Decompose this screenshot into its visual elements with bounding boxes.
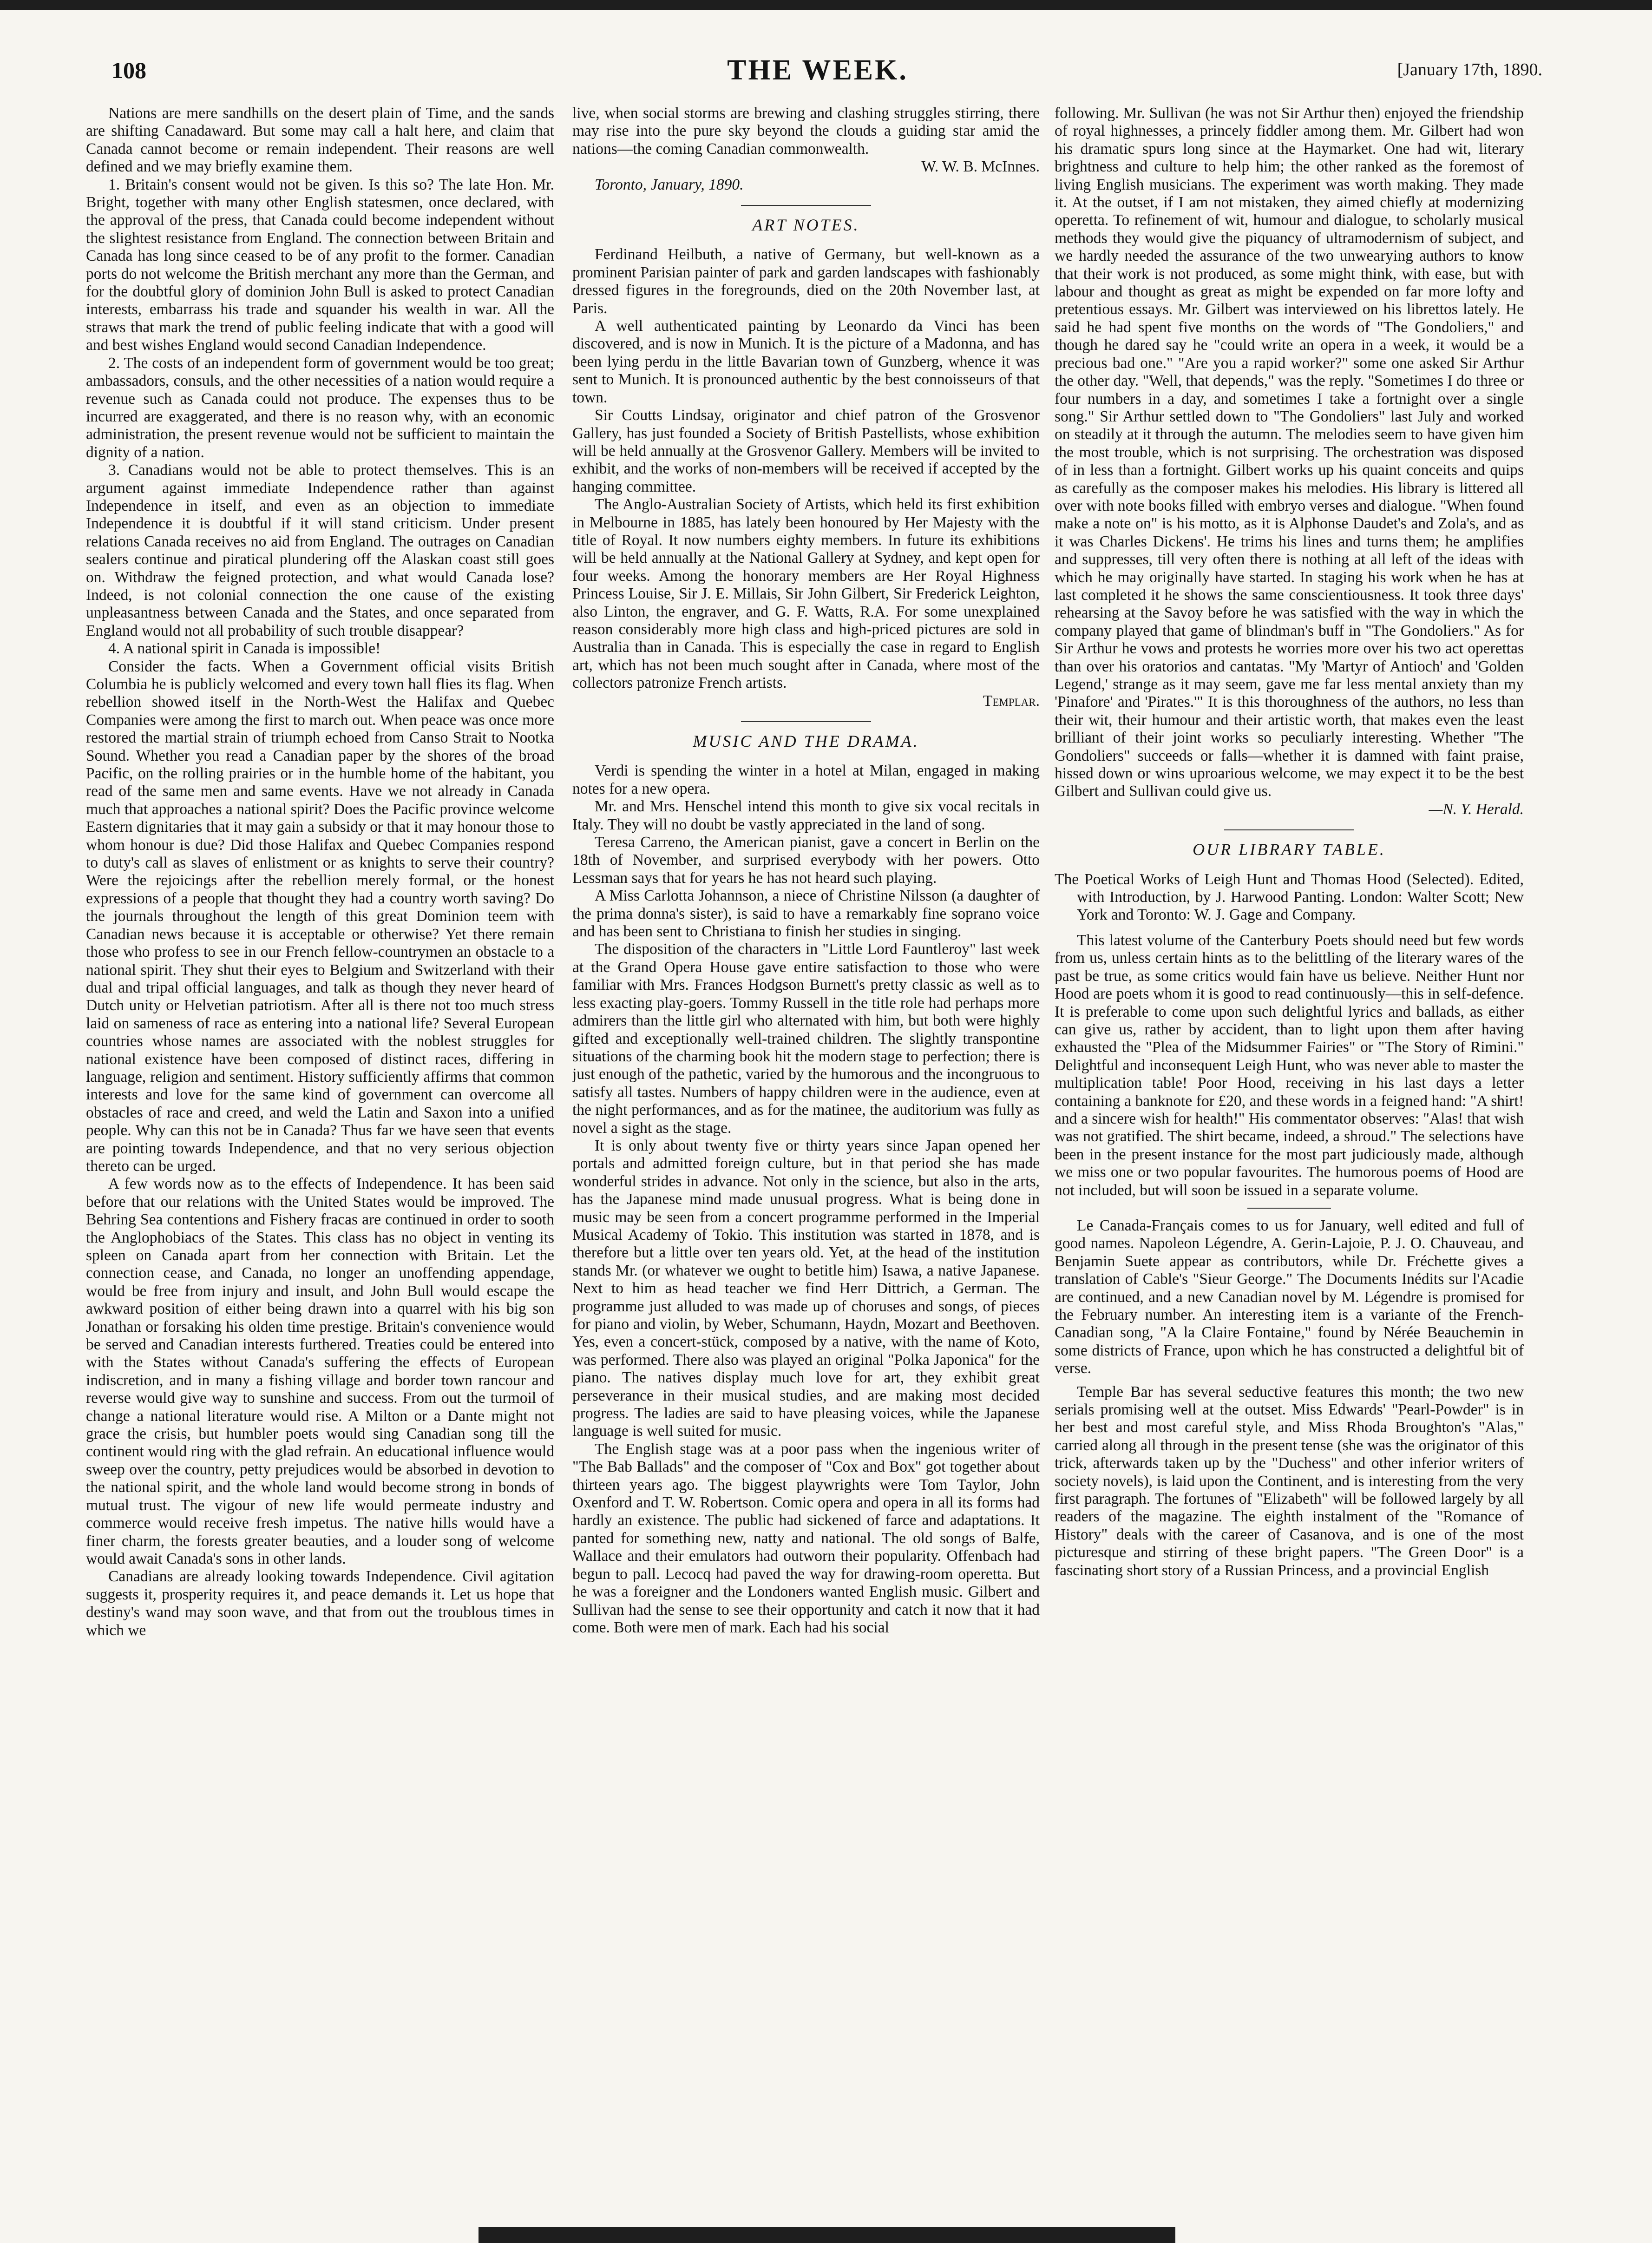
page-header [93, 52, 1542, 89]
music-note: The disposition of the characters in "Little Lord Fauntleroy" last week at the Grand Opera House gave entire satisfaction to those who were familiar with Mrs. Frances Hodgson Burnett's pretty classic as well as to less exacting play-goers. Tommy Russell in the title role had perhaps more admirers than the little girl who alternated with him, but both were highly gifted and exceptionally well-trained children. The slightly transpontine situations of the charming book hit the modern stage to perfection; there is just enough of the pathetic, varied by the humorous and the incongruous to satisfy all tastes. Numbers of happy children were in the audience, even at the night performances, and as for the matinee, the auditorium was fully as novel a sight as the stage. [572, 941, 1040, 1137]
bottom-scan-edge [479, 2227, 1175, 2243]
attribution: —N. Y. Herald. [1429, 800, 1524, 818]
book-entry: The Poetical Works of Leigh Hunt and Thomas Hood (Selected). Edited, with Introduction, by J. Harwood Panting. London: Walter Scott; New York and Toronto: W. J. Gage and Company. [1055, 870, 1524, 924]
author-signature: W. W. B. McInnes. [921, 158, 1040, 176]
art-note: The Anglo-Australian Society of Artists, which held its first exhibition in Melbourne in 1885, has lately been honoured by Her Majesty with the title of Royal. It now numbers eighty members. In future its exhibitions will be held annually at the National Gallery at Sydney, and kept open for four weeks. Among the honorary members are Her Royal Highness Princess Louise, Sir J. E. Millais, Sir John Gilbert, Sir Frederick Leighton, also Linton, the engraver, and G. F. Watts, R.A. For some unexplained reason considerably more high class and high-priced pictures are sold in Australia than in Canada. This is especially the case in regard to English art, which has not been much sought after in Canada, where most of the collectors patronize French artists. [572, 496, 1040, 692]
paragraph: 2. The costs of an independent form of government would be too great; ambassadors, consuls, and the other necessities of a nation would require a revenue such as Canada could not produce. The expenses thus to be incurred are exaggerated, and there is no reason why, with an economic administration, the present revenue would not be sufficient to maintain the dignity of a nation. [86, 354, 554, 461]
column-1 [86, 105, 554, 2214]
magazine-note: Le Canada-Français comes to us for January, well edited and full of good names. Napoleon Légendre, A. Gerin-Lajoie, P. J. O. Chauveau, and Benjamin Suete appear as contributors, while Dr. Fréchette gives a translation of Cable's "Sieur George." The Documents Inédits sur l'Acadie are continued, and a new Canadian novel by M. Légendre is promised for the February number. An interesting item is a variante of the French-Canadian song, "A la Claire Fontaine," found by Nérée Beauchemin in some districts of France, upon which he has constructed a delightful bit of verse. [1055, 1217, 1524, 1377]
art-signature: Templar. [983, 692, 1040, 710]
art-note: A well authenticated painting by Leonardo da Vinci has been discovered, and is now in Munich. It is the picture of a Madonna, and has been lying perdu in the little Bavarian town of Gunzberg, whence it was sent to Munich. It is pronounced authentic by the best connoisseurs of that town. [572, 317, 1040, 406]
paragraph: Consider the facts. When a Government official visits British Columbia he is publicly welcomed and every town hall flies its flag. When rebellion showed itself in the North-West the Halifax and Quebec Companies were among the first to march out. When peace was once more restored the martial strain of triumph echoed from Canso Strait to Nootka Sound. Whether you read a Canadian paper by the shores of the broad Pacific, on the rolling prairies or in the humble home of the habitant, you read of the same men and same events. Have we not already in Canada much that approaches a national spirit? Does the Pacific province welcome Eastern dignitaries that it may gain a subsidy or that it may honour those to whom honour is due? Did those Halifax and Quebec Companies respond to duty's call as slaves of enlistment or as knights to serve their country? Were the rejoicings after the rebellion merely formal, or the honest expressions of a people that thought they had a country worth saving? Do the journals throughout the length of this great Dominion teem with Canadian news because it is acceptable or otherwise? Yet there remain those who profess to see in our French fellow-countrymen an obstacle to a national spirit. They shut their eyes to Belgium and Switzerland with their dual and tripal official languages, and talk as though they never heard of Dutch unity or Helvetian patriotism. After all is there not too much stress laid on sameness of race as entering into a national life? Several European countries whose names are associated with the noblest struggles for national existence have been composed of distinct races, differing in language, religion and sentiment. History sufficiently affirms that common interests and love for the same kind of government can overcome all obstacles of race and creed, and weld the Latin and Saxon into a unified people. Why can this not be in Canada? Thus far we have seen that events are pointing towards Independence, and that no very serious objection thereto can be urged. [86, 658, 554, 1175]
music-note: Verdi is spending the winter in a hotel at Milan, engaged in making notes for a new opera. [572, 762, 1040, 797]
paragraph: A few words now as to the effects of Independence. It has been said before that our relations with the United States would be improved. The Behring Sea contentions and Fishery fracas are continued in order to sooth the Anglophobiacs of the States. This class has no object in venting its spleen on Canada apart from her connection with Britain. Let the connection cease, and Canada, no longer an unoffending appendage, would be free from injury and insult, and John Bull would escape the awkward position of either being drawn into a quarrel with his big son Jonathan or forsaking his olden time prestige. Britain's convenience would be served and Canadian interests furthered. Treaties could be entered into with the States without Canada's suffering the effects of European indiscretion, and in many a fishing village and border town rancour and reverse would give way to sunshine and success. From out the turmoil of change a national literature would rise. A Milton or a Dante might not grace the crisis, but humbler poets would sing Canadian song till the continent would ring with the glad refrain. An educational influence would sweep over the country, petty prejudices would be absorbed in devotion to the national spirit, and the whole land would become strong in bonds of mutual trust. The vigour of new life would permeate industry and commerce would receive fresh impetus. The native hills would have a finer charm, the forests greater beauties, and a louder song of welcome would await Canada's sons in other lands. [86, 1175, 554, 1567]
section-heading-music-drama: MUSIC AND THE DRAMA. [693, 732, 919, 750]
art-note: Sir Coutts Lindsay, originator and chief patron of the Grosvenor Gallery, has just founded a Society of British Pastellists, whose exhibition will be held annually at the Grosvenor Gallery. Members will be invited to exhibit, and the works of non-members will be received if accepted by the hanging committee. [572, 407, 1040, 495]
paragraph: 4. A national spirit in Canada is impossible! [108, 640, 381, 658]
paragraph: Canadians are already looking towards Independence. Civil agitation suggests it, prosperity requires it, and peace demands it. Let us hope that destiny's wand may soon wave, and that from out the troublous times in which we [86, 1568, 554, 1639]
review-paragraph: This latest volume of the Canterbury Poets should need but few words from us, unless certain hints as to the belittling of the literary wares of the past be true, as some critics would fain have us believe. Neither Hunt nor Hood are poets whom it is good to read continuously—this in self-defence. It is preferable to come upon such delightful lyrics and ballads, as either can give us, rather by accident, than to light upon them after having exhausted the "Plea of the Midsummer Fairies" or "The Story of Rimini." Delightful and inconsequent Leigh Hunt, who was never able to master the multiplication table! Poor Hood, receiving in his last days a letter containing a banknote for £20, and these words in a feigned hand: "A shirt! and a sincere wish for health!" His commentator observes: "Alas! that wish was not gratified. The shirt became, indeed, a shroud." The selections have been in the present instance for the most part judiciously made, although we miss one or two popular favourites. The humorous poems of Hood are not included, but will soon be issued in a separate volume. [1055, 931, 1524, 1199]
paragraph: Nations are mere sandhills on the desert plain of Time, and the sands are shifting Canadaward. But some may call a halt here, and claim that Canada cannot become or remain independent. Their reasons are well defined and we may briefly examine them. [86, 105, 554, 176]
issue-date: [January 17th, 1890. [1397, 60, 1542, 79]
section-heading-library-table: OUR LIBRARY TABLE. [1193, 840, 1386, 859]
art-note: Ferdinand Heilbuth, a native of Germany, but well-known as a prominent Parisian painter of park and garden landscapes with fashionably dressed figures in the foregrounds, died on the 20th November last, at Paris. [572, 246, 1040, 317]
top-scan-edge [0, 0, 1652, 10]
magazine-note: Temple Bar has several seductive features this month; the two new serials promising well at the outset. Miss Edwards' "Pearl-Powder" is in her best and most careful style, and Miss Rhoda Broughton's "Alas," carried along all through in the present tense (she was the originator of this trick, afterwards taken up by the "Duchess" and other inferior writers of society novels), is laid upon the Continent, and is interesting from the very first paragraph. The fortunes of "Elizabeth" will be followed largely by all readers of the magazine. The eighth instalment of the "Romance of History" deals with the career of Casanova, and is one of the most picturesque and stirring of these bright papers. "The Green Door" is a fascinating short story of a Russian Princess, and a provincial English [1055, 1383, 1524, 1579]
dateline: Toronto, January, 1890. [595, 176, 744, 193]
page-number: 108 [111, 57, 146, 83]
paragraph: 3. Canadians would not be able to protect themselves. This is an argument against immediate Independence rather than against Independence in itself, and even as an objection to immediate Independence it is doubtful if it will stand criticism. Under present relations Canada receives no aid from England. The outrages on Canadian sealers continue and piratical plundering off the Alaskan coast still goes on. Withdraw the feigned protection, and what would Canada lose? Indeed, is not colonial connection the one cause of the existing unpleasantness between Canada and the States, and once separated from England would not all probability of such trouble disappear? [86, 461, 554, 639]
music-note: Teresa Carreno, the American pianist, gave a concert in Berlin on the 18th of November, and surprised everybody with her powers. Otto Lessman says that for years he has not heard such playing. [572, 834, 1040, 887]
music-note: A Miss Carlotta Johannson, a niece of Christine Nilsson (a daughter of the prima donna's sister), is said to have a remarkably fine soprano voice and has been sent to Christiana to finish her studies in singing. [572, 887, 1040, 941]
section-rule [741, 721, 871, 722]
section-heading-art-notes: ART NOTES. [752, 216, 860, 235]
section-rule [1247, 1208, 1331, 1209]
music-continuation: following. Mr. Sullivan (he was not Sir Arthur then) enjoyed the friendship of royal highnesses, a princely fiddler among them. Mr. Gilbert had won his dramatic spurs long since at the Haymarket. One had wit, literary brightness and culture to help him; the other ranked as the foremost of living English musicians. The experiment was worth making. They made it. At the outset, if I am not mistaken, they aimed chiefly at modernizing operetta. To refinement of wit, humour and dialogue, to scholarly musical methods they would give the piquancy of ultramodernism of subject, and we hardly needed the assurance of the two unwearying authors to know that their work is not produced, as some might think, with ease, but with labour and thought as great as might be expended on far more lofty and pretentious essays. Mr. Gilbert was interviewed on his librettos lately. He said he had spent five months on the words of "The Gondoliers," and though he dared say he "could write an opera in a week, it would be a precious bad one." "Are you a rapid worker?" some one asked Sir Arthur the other day. "Well, that depends," was the reply. "Sometimes I do three or four numbers in a day, and sometimes I take a fortnight over a single song." Sir Arthur settled down to "The Gondoliers" last July and worked on steadily at it through the autumn. The melodies seem to have given him the most trouble, which is not surprising. The orchestration was disposed of in less than a fortnight. Gilbert works up his quaint conceits and quips as carefully as the composer makes his melodies. His library is littered all over with note books filled with embryo verses and dialogue. "When found make a note on" is his motto, as it is Alphonse Daudet's and Zola's, and as it was Charles Dickens'. He trims his lines and turns them; he amplifies and suppresses, till very often there is nothing at all left of the ideas with which he may originally have started. In staging his work when he has at last completed it he shows the same conscientiousness. It took three days' rehearsing at the Savoy before he was satisfied with the way in which the company played that game of blindman's buff in "The Gondoliers." As for Sir Arthur he vows and protests he worries more over his two act operettas than over his oratorios and cantatas. "My 'Martyr of Antioch' and 'Golden Legend,' strange as it may seem, gave me far less mental anxiety than my 'Pinafore' and 'Pirates.'" It is this thoroughness of the authors, no less than their wit, their humour and their artistic worth, that makes even the least brilliant of their joint works so peculiarly interesting. Whether "The Gondoliers" succeeds or falls—whether it is damned with faint praise, hissed down or wins uproarious welcome, we may expect it to be the best Gilbert and Sullivan could give us. [1055, 105, 1524, 800]
music-note: It is only about twenty five or thirty years since Japan opened her portals and admitted foreign culture, but in that period she has made wonderful strides in advance. Not only in the science, but also in the arts, has the Japanese mind made unusual progress. What is being done in music may be seen from a concert programme performed in the Imperial Musical Academy of Tokio. This institution was started in 1878, and is therefore but a little over ten years old. Yet, at the head of the institution stands Mr. (or whatever we ought to betitle him) Isawa, a native Japanese. Next to him as head teacher we find Herr Dittrich, a German. The programme just alluded to was made up of choruses and songs, of pieces for piano and violin, by Weber, Schumann, Haydn, Mozart and Beethoven. Yes, even a concert-stück, composed by a native, with the name of Koto, was performed. There also was played an original "Polka Japonica" for the piano. The natives display much love for art, they exhibit great perseverance in their musical studies, and are making most decided progress. The ladies are said to have pleasing voices, while the Japanese language is well suited for music. [572, 1137, 1040, 1440]
journal-title: THE WEEK. [727, 54, 908, 86]
section-rule [741, 205, 871, 206]
section-rule [1224, 829, 1354, 830]
article-continuation: live, when social storms are brewing and clashing struggles stirring, there may rise into the pure sky beyond the clouds a guiding star amid the nations—the coming Canadian commonwealth. [572, 105, 1040, 158]
column-2 [572, 105, 1040, 2214]
music-note: The English stage was at a poor pass when the ingenious writer of "The Bab Ballads" and the composer of "Cox and Box" got together about thirteen years ago. The biggest playwrights were Tom Taylor, John Oxenford and T. W. Robertson. Comic opera and opera in all its forms had hardly an existence. The public had sickened of farce and adaptations. It panted for something new, natty and national. The old songs of Balfe, Wallace and their emulators had outworn their popularity. Offenbach had begun to pall. Lecocq had paved the way for drawing-room operetta. But he was a foreigner and the Londoners wanted English music. Gilbert and Sullivan had the sense to see their opportunity and catch it now that it had come. Both were men of mark. Each had his social [572, 1440, 1040, 1636]
paragraph: 1. Britain's consent would not be given. Is this so? The late Hon. Mr. Bright, together with many other English statesmen, once declared, with the approval of the press, that Canada could become independent without the slightest resistance from England. The connection between Britain and Canada has long since ceased to be of any profit to the former. Canadian ports do not welcome the British merchant any more than the German, and for the doubtful glory of dominion John Bull is asked to protect Canadian interests, embarrass his trade and squander his wealth in war. All the straws that mark the trend of public feeling indicate that with a good will and best wishes England would second Canadian Independence. [86, 176, 554, 354]
music-note: Mr. and Mrs. Henschel intend this month to give six vocal recitals in Italy. They will no doubt be vastly appreciated in the land of song. [572, 798, 1040, 833]
column-3 [1055, 105, 1524, 2214]
